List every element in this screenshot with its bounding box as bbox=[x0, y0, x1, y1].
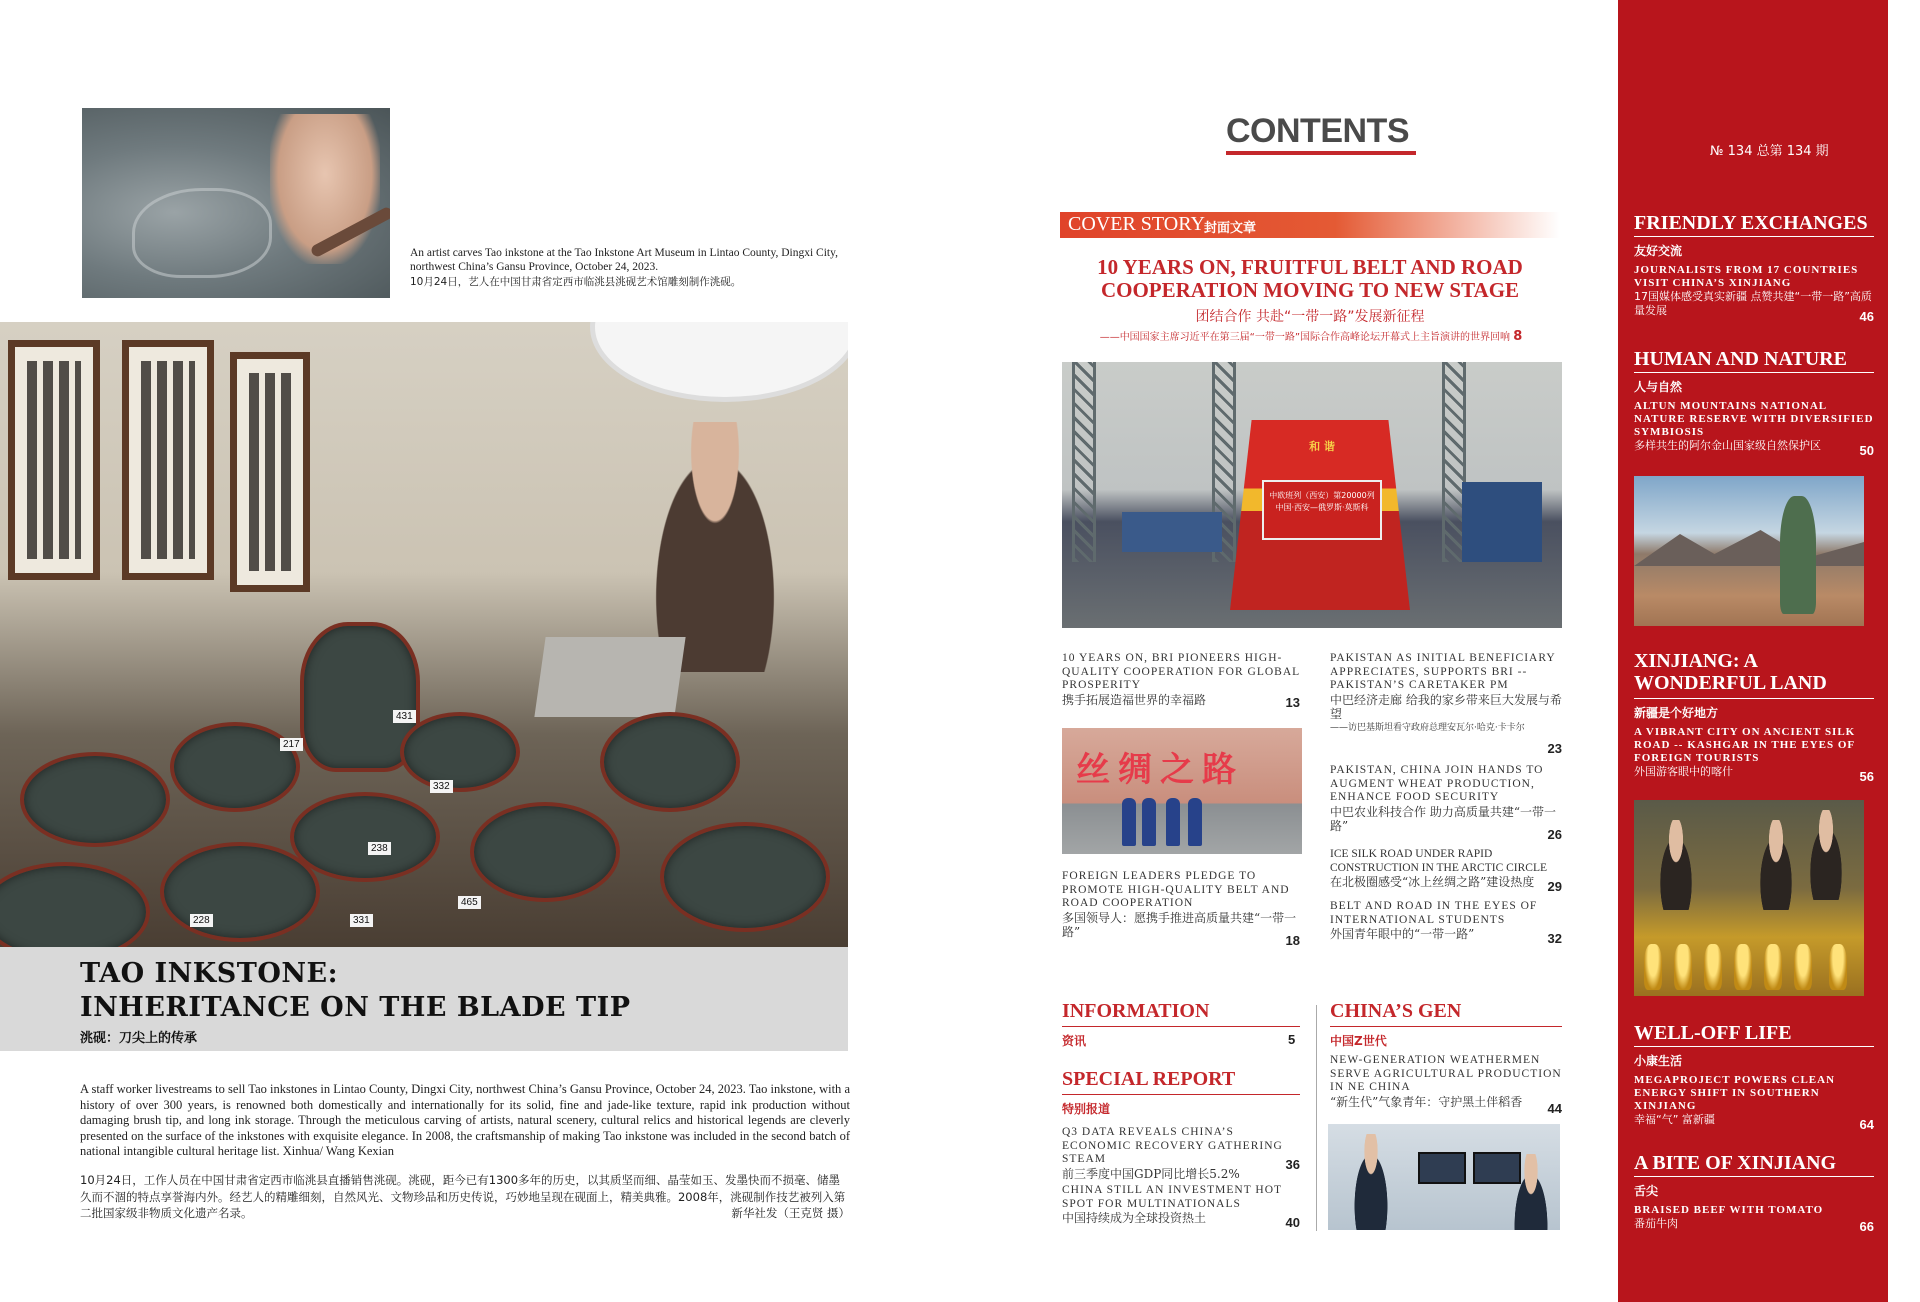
section-rule bbox=[1062, 1026, 1300, 1027]
sidebar-item-title: JOURNALISTS FROM 17 COUNTRIES VISIT CHINA’S XINJIANG bbox=[1634, 264, 1859, 289]
issue-number: № 134 总第 134 期 bbox=[1710, 144, 1829, 159]
contents-underline bbox=[1226, 151, 1416, 155]
worker bbox=[1122, 798, 1136, 846]
toc-item[interactable] bbox=[1330, 1054, 1562, 1116]
toc-item[interactable] bbox=[1330, 848, 1562, 894]
display-box bbox=[534, 637, 685, 717]
cover-story-title[interactable] bbox=[1060, 256, 1560, 302]
sidebar-item-title: ALTUN MOUNTAINS NATIONAL NATURE RESERVE WITH DIVERSIFIED SYMBIOSIS bbox=[1634, 400, 1874, 438]
caption-zh: 10月24日，艺人在中国甘肃省定西市临洮县洮砚艺术馆雕刻制作洮砚。 bbox=[410, 276, 742, 288]
toc-item-page: 29 bbox=[1547, 879, 1562, 894]
sidebar-item-title: MEGAPROJECT POWERS CLEAN ENERGY SHIFT IN SOUTHERN XINJIANG bbox=[1634, 1074, 1836, 1112]
kashgar-market-photo bbox=[1634, 800, 1864, 996]
inkstone bbox=[600, 712, 740, 812]
stone-monument bbox=[1780, 496, 1816, 614]
stone-tag: 238 bbox=[368, 842, 391, 855]
toc-item-title-zh: “新生代”气象青年：守护黑土伴稻香 bbox=[1330, 1094, 1523, 1109]
toc-item-title: 10 YEARS ON, BRI PIONEERS HIGH-QUALITY COOPERATION FOR GLOBAL PROSPERITY bbox=[1062, 652, 1300, 691]
toc-item-title: ICE SILK ROAD UNDER RAPID CONSTRUCTION IN THE ARCTIC CIRCLE bbox=[1330, 848, 1548, 874]
sidebar-item-page: 50 bbox=[1859, 443, 1874, 458]
calligraphy-frame bbox=[230, 352, 310, 592]
toc-item-page: 32 bbox=[1547, 931, 1562, 946]
toc-item-title: PAKISTAN AS INITIAL BENEFICIARY APPRECIATES, SUPPORTS BRI -- PAKISTAN’S CARETAKER PM bbox=[1330, 652, 1556, 691]
cover-sub-text: ——中国国家主席习近平在第三届“一带一路”国际合作高峰论坛开幕式上主旨演讲的世界回响 bbox=[1099, 332, 1511, 343]
train-photo bbox=[1062, 362, 1562, 628]
tourist bbox=[1804, 810, 1848, 900]
sidebar-item[interactable] bbox=[1634, 1204, 1874, 1234]
toc-item[interactable] bbox=[1062, 1184, 1300, 1230]
toc-item-title: PAKISTAN, CHINA JOIN HANDS TO AUGMENT WHEAT PRODUCTION, ENHANCE FOOD SECURITY bbox=[1330, 764, 1544, 803]
carving-pattern bbox=[132, 188, 272, 278]
sidebar-section-heading[interactable]: WELL-OFF LIFE bbox=[1634, 1022, 1792, 1044]
cover-story-page: 8 bbox=[1513, 329, 1523, 344]
sidebar-section-heading[interactable]: HUMAN AND NATURE bbox=[1634, 348, 1847, 370]
information-heading[interactable]: INFORMATION bbox=[1062, 1000, 1210, 1022]
inkstone bbox=[170, 722, 300, 812]
special-report-heading[interactable]: SPECIAL REPORT bbox=[1062, 1068, 1236, 1090]
weatherman bbox=[1348, 1134, 1394, 1230]
toc-item[interactable] bbox=[1330, 900, 1562, 946]
sidebar-section-zh: 友好交流 bbox=[1634, 244, 1683, 258]
weatherman bbox=[1508, 1154, 1554, 1230]
inkstone bbox=[20, 752, 170, 847]
inkstone bbox=[0, 862, 150, 947]
stone-tag: 331 bbox=[350, 914, 373, 927]
silk-road-photo bbox=[1062, 728, 1302, 854]
brass-teapot bbox=[1764, 944, 1782, 990]
calligraphy-frame bbox=[122, 340, 214, 580]
weather-office-photo bbox=[1328, 1124, 1560, 1230]
sidebar-section-zh: 人与自然 bbox=[1634, 380, 1683, 394]
cover-story-bar bbox=[1060, 212, 1560, 238]
article-body-en: A staff worker livestreams to sell Tao inkstones in Lintao County, Dingxi City, northwest China’s Gansu Province, October 24, 2023. Tao inkstone, with a history of over 300 years, is renowned both domestically and internationally for its solid, fine and jade-like texture, rapid ink production without damaging brush tip, and long ink storage. Through the meticulous carving of artists, natural scenery, cultural relics and historical legends are cleverly presented on the surface of the inkstones with exquisite elegance. In 2008, the craftsmanship of making Tao inkstone was included in the second batch of national intangible cultural heritage list. Xinhua/ Wang Kexian bbox=[80, 1082, 850, 1158]
cover-story-title-zh: 团结合作 共赴“一带一路”发展新征程 bbox=[1195, 309, 1425, 325]
brass-teapot bbox=[1674, 944, 1692, 990]
gantry bbox=[1072, 362, 1096, 562]
worker bbox=[1188, 798, 1202, 846]
mountain-range bbox=[1634, 526, 1864, 566]
toc-item-page: 36 bbox=[1285, 1157, 1300, 1172]
top-photo-caption bbox=[410, 246, 848, 289]
chinas-gen-heading-zh: 中国Z世代 bbox=[1330, 1034, 1387, 1048]
cover-story-subtitle bbox=[1060, 328, 1562, 344]
toc-item-page: 26 bbox=[1547, 827, 1562, 842]
stone-tag: 217 bbox=[280, 738, 303, 751]
toc-item-title-zh: 中巴农业科技合作 助力高质量共建“一带一路” bbox=[1330, 804, 1556, 833]
toc-item-page: 13 bbox=[1285, 695, 1300, 710]
sidebar-item[interactable] bbox=[1634, 726, 1874, 784]
toc-item-page: 44 bbox=[1547, 1101, 1562, 1116]
cover-story-label-zh: 封面文章 bbox=[1204, 221, 1257, 236]
information-heading-zh: 资讯 bbox=[1062, 1034, 1087, 1048]
sidebar-rule bbox=[1634, 698, 1874, 699]
sidebar-item-title-zh: 17国媒体感受真实新疆 点赞共建“一带一路”高质量发展 bbox=[1634, 290, 1872, 317]
toc-item-title-zh: 多国领导人：愿携手推进高质量共建“一带一路” bbox=[1062, 910, 1297, 939]
inkstone bbox=[290, 792, 440, 882]
special-report-heading-zh: 特别报道 bbox=[1062, 1102, 1111, 1116]
body-zh-text: 10月24日，工作人员在中国甘肃省定西市临洮县直播销售洮砚。洮砚，距今已有1300多年的历史，以其质坚而细、晶莹如玉、发墨快而不损毫、储墨久而不涸的特点享誉海内外。经艺人的精雕细刻，自然风光、文物珍品和历史传说，巧妙地呈现在砚面上，精美典雅。2008年，洮砚制作技艺被列入第二批国家级非物质文化遗产名录。 bbox=[80, 1173, 846, 1220]
sidebar-section-heading[interactable]: A BITE OF XINJIANG bbox=[1634, 1152, 1837, 1174]
cover-story-label: COVER STORY bbox=[1068, 213, 1205, 235]
sidebar-section-heading[interactable]: FRIENDLY EXCHANGES bbox=[1634, 212, 1868, 234]
sidebar-rule bbox=[1634, 372, 1874, 373]
train-banner-text: 中欧班列（西安）第20000列 中国·西安—俄罗斯·莫斯科 bbox=[1269, 491, 1375, 512]
inkstone bbox=[660, 822, 830, 932]
toc-item-subtitle-zh: ——访巴基斯坦看守政府总理安瓦尔·哈克·卡卡尔 bbox=[1330, 722, 1525, 733]
sidebar-rule bbox=[1634, 1176, 1874, 1177]
sidebar-rule bbox=[1634, 1046, 1874, 1047]
article-body-zh bbox=[80, 1172, 850, 1222]
altun-mountains-photo bbox=[1634, 476, 1864, 626]
article-title-zh: 洮砚：刀尖上的传承 bbox=[80, 1031, 198, 1046]
stone-tag: 228 bbox=[190, 914, 213, 927]
stone-tag: 332 bbox=[430, 780, 453, 793]
toc-item-title-zh: 中巴经济走廊 给我的家乡带来巨大发展与希望 bbox=[1330, 692, 1562, 721]
shipping-container bbox=[1122, 512, 1222, 552]
sidebar-item-title-zh: 番茄牛肉 bbox=[1634, 1217, 1678, 1230]
inkstone bbox=[400, 712, 520, 792]
train-sign: 和 谐 bbox=[1309, 440, 1335, 453]
stone-tag: 465 bbox=[458, 896, 481, 909]
toc-item-title-zh: 中国持续成为全球投资热土 bbox=[1062, 1211, 1207, 1225]
toc-item-page: 23 bbox=[1547, 741, 1562, 756]
sidebar-section-heading[interactable]: XINJIANG: A WONDERFUL LAND bbox=[1634, 650, 1827, 694]
section-rule bbox=[1062, 1094, 1300, 1095]
sidebar-item-page: 46 bbox=[1859, 309, 1874, 324]
brass-teapot bbox=[1704, 944, 1722, 990]
tourist bbox=[1654, 820, 1698, 910]
cover-title-line-2: COOPERATION MOVING TO NEW STAGE bbox=[1100, 278, 1520, 302]
sidebar-item-title-zh: 多样共生的阿尔金山国家级自然保护区 bbox=[1634, 439, 1821, 452]
article-title-band bbox=[0, 947, 848, 1051]
title-line-1: TAO INKSTONE: bbox=[80, 958, 339, 989]
section-rule bbox=[1330, 1026, 1562, 1027]
stone-tag: 431 bbox=[393, 710, 416, 723]
brass-teapot bbox=[1734, 944, 1752, 990]
information-page: 5 bbox=[1288, 1032, 1296, 1047]
sidebar-item[interactable] bbox=[1634, 1074, 1874, 1132]
sidebar-section-zh: 舌尖 bbox=[1634, 1184, 1659, 1198]
calligraphy-frame bbox=[8, 340, 100, 580]
toc-item-title: FOREIGN LEADERS PLEDGE TO PROMOTE HIGH-QUALITY BELT AND ROAD COOPERATION bbox=[1062, 870, 1290, 909]
toc-item[interactable] bbox=[1330, 764, 1562, 842]
train-banner bbox=[1262, 480, 1382, 540]
article-title bbox=[80, 957, 631, 1025]
toc-item-title: NEW-GENERATION WEATHERMEN SERVE AGRICULTURAL PRODUCTION IN NE CHINA bbox=[1330, 1054, 1562, 1093]
ring-light bbox=[590, 322, 848, 402]
inkstone bbox=[160, 842, 320, 942]
livestreamer bbox=[640, 422, 790, 672]
sidebar-section-zh: 新疆是个好地方 bbox=[1634, 706, 1719, 720]
toc-item-title: Q3 DATA REVEALS CHINA’S ECONOMIC RECOVERY GATHERING STEAM bbox=[1062, 1126, 1283, 1165]
toc-item-page: 18 bbox=[1285, 933, 1300, 948]
sidebar-item-page: 64 bbox=[1859, 1117, 1874, 1132]
toc-item[interactable] bbox=[1062, 870, 1300, 948]
shipping-container bbox=[1462, 482, 1542, 562]
toc-item-title-zh: 在北极圈感受“冰上丝绸之路”建设热度 bbox=[1330, 875, 1535, 889]
brass-teapot bbox=[1829, 944, 1847, 990]
contents-title: CONTENTS bbox=[1226, 112, 1409, 150]
sidebar-item[interactable] bbox=[1634, 264, 1874, 324]
caption-en: An artist carves Tao inkstone at the Tao Inkstone Art Museum in Lintao County, Dingxi City, northwest China’s Gansu Province, October 24, 2023. bbox=[410, 247, 838, 273]
toc-item-title-zh: 前三季度中国GDP同比增长5.2% bbox=[1062, 1166, 1240, 1181]
brass-teapot bbox=[1794, 944, 1812, 990]
sidebar-item-title: BRAISED BEEF WITH TOMATO bbox=[1634, 1204, 1824, 1216]
cover-title-line-1: 10 YEARS ON, FRUITFUL BELT AND ROAD bbox=[1097, 255, 1523, 279]
sidebar-item-title: A VIBRANT CITY ON ANCIENT SILK ROAD -- KASHGAR IN THE EYES OF FOREIGN TOURISTS bbox=[1634, 726, 1856, 764]
column-divider bbox=[1316, 1005, 1317, 1231]
monitor bbox=[1418, 1152, 1466, 1184]
photo-credit: 新华社发（王克贤 摄） bbox=[731, 1206, 850, 1220]
worker bbox=[1166, 798, 1180, 846]
toc-item[interactable] bbox=[1062, 1126, 1300, 1181]
sidebar-section-zh: 小康生活 bbox=[1634, 1054, 1683, 1068]
carving-photo bbox=[82, 108, 390, 298]
toc-item[interactable] bbox=[1330, 652, 1562, 756]
sidebar-item[interactable] bbox=[1634, 400, 1874, 458]
sidebar-item-page: 56 bbox=[1859, 769, 1874, 784]
toc-item-page: 40 bbox=[1285, 1215, 1300, 1230]
worker bbox=[1142, 798, 1156, 846]
livestream-photo bbox=[0, 322, 848, 947]
toc-item-title-zh: 外国青年眼中的“一带一路” bbox=[1330, 927, 1475, 941]
toc-item-title: BELT AND ROAD IN THE EYES OF INTERNATIONAL STUDENTS bbox=[1330, 900, 1538, 926]
sidebar-item-title-zh: 幸福“气” 富新疆 bbox=[1634, 1113, 1715, 1126]
silk-road-sign: 丝绸之路 bbox=[1076, 750, 1244, 790]
sidebar-item-title-zh: 外国游客眼中的喀什 bbox=[1634, 765, 1733, 778]
tourist bbox=[1754, 820, 1798, 910]
title-line-2: INHERITANCE ON THE BLADE TIP bbox=[80, 992, 631, 1023]
toc-item-title-zh: 携手拓展造福世界的幸福路 bbox=[1062, 692, 1207, 707]
sidebar-rule bbox=[1634, 236, 1874, 237]
sidebar-item-page: 66 bbox=[1859, 1219, 1874, 1234]
brass-teapot bbox=[1644, 944, 1662, 990]
inkstone bbox=[470, 802, 620, 902]
chinas-gen-heading[interactable]: CHINA’S GEN bbox=[1330, 1000, 1462, 1022]
toc-item[interactable] bbox=[1062, 652, 1300, 710]
toc-item-title: CHINA STILL AN INVESTMENT HOT SPOT FOR MULTINATIONALS bbox=[1062, 1184, 1282, 1210]
